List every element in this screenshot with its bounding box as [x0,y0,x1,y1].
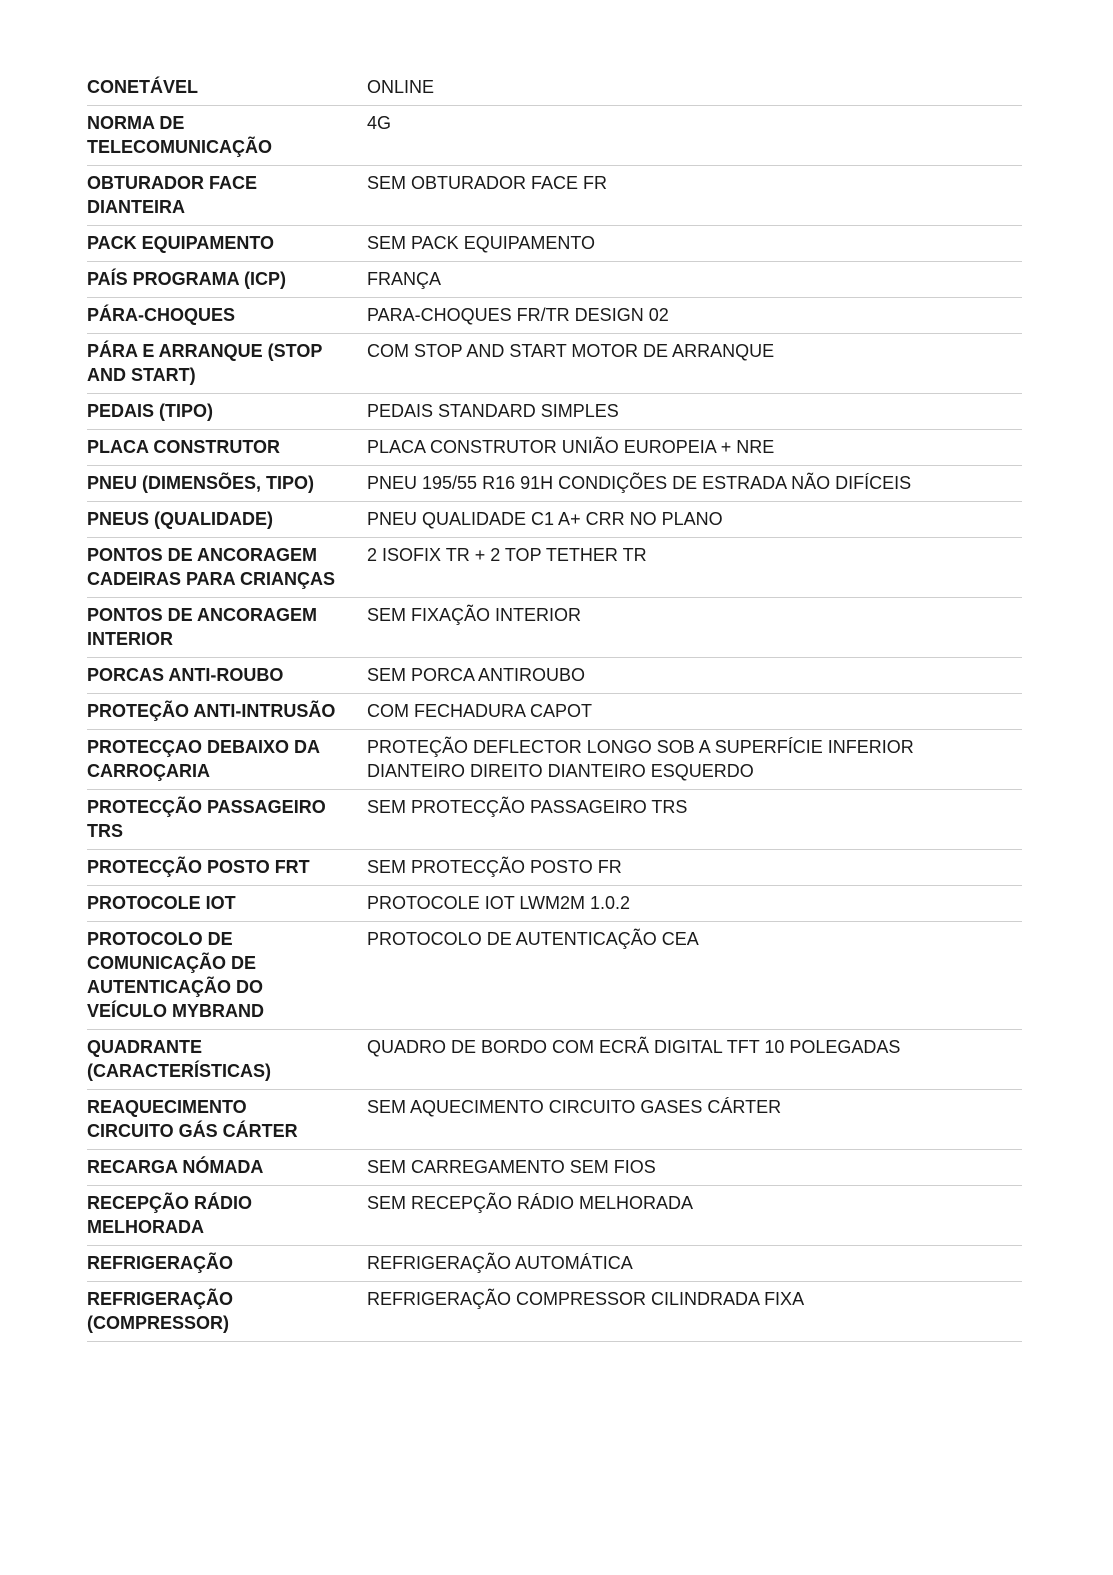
table-row [87,106,1022,166]
spec-value: 4G [367,113,392,133]
table-row [87,598,1022,658]
spec-value: PNEU QUALIDADE C1 A+ CRR NO PLANO [367,509,723,529]
table-row [87,466,1022,502]
spec-value: PLACA CONSTRUTOR UNIÃO EUROPEIA + NRE [367,437,775,457]
spec-value: COM FECHADURA CAPOT [367,701,593,721]
spec-value: REFRIGERAÇÃO AUTOMÁTICA [367,1253,633,1273]
table-row [87,1090,1022,1150]
spec-value: REFRIGERAÇÃO COMPRESSOR CILINDRADA FIXA [367,1289,805,1309]
spec-label: NORMA DE TELECOMUNICAÇÃO [87,113,272,157]
spec-value: QUADRO DE BORDO COM ECRÃ DIGITAL TFT 10 POLEGADAS [367,1037,901,1057]
spec-value: SEM PROTECÇÃO POSTO FR [367,857,622,877]
spec-value: PNEU 195/55 R16 91H CONDIÇÕES DE ESTRADA NÃO DIFÍCEIS [367,473,912,493]
spec-label: PROTECÇÃO PASSAGEIRO TRS [87,797,326,841]
table-row [87,538,1022,598]
table-row [87,790,1022,850]
spec-label: PÁRA E ARRANQUE (STOP AND START) [87,341,323,385]
table-row [87,430,1022,466]
spec-label: RECEPÇÃO RÁDIO MELHORADA [87,1193,253,1237]
spec-label: PROTEÇÃO ANTI-INTRUSÃO [87,701,336,721]
spec-label: OBTURADOR FACE DIANTEIRA [87,173,257,217]
spec-label: QUADRANTE (CARACTERÍSTICAS) [87,1037,271,1081]
spec-value: PARA-CHOQUES FR/TR DESIGN 02 [367,305,669,325]
spec-label: PORCAS ANTI-ROUBO [87,665,284,685]
spec-value: COM STOP AND START MOTOR DE ARRANQUE [367,341,775,361]
spec-label: PONTOS DE ANCORAGEM CADEIRAS PARA CRIANÇAS [87,545,336,589]
table-row [87,886,1022,922]
spec-value: SEM AQUECIMENTO CIRCUITO GASES CÁRTER [367,1097,782,1117]
table-row [87,694,1022,730]
spec-label: REAQUECIMENTO CIRCUITO GÁS CÁRTER [87,1097,298,1141]
spec-label: PROTOCOLE IOT [87,893,236,913]
spec-value: SEM PROTECÇÃO PASSAGEIRO TRS [367,797,688,817]
spec-value: ONLINE [367,77,435,97]
spec-label: PROTOCOLO DE COMUNICAÇÃO DE AUTENTICAÇÃO DO VEÍCULO MYBRAND [87,929,265,1021]
spec-label: REFRIGERAÇÃO [87,1253,234,1273]
table-row [87,922,1022,1030]
spec-label: PROTECÇÃO POSTO FRT [87,857,310,877]
spec-value: PROTEÇÃO DEFLECTOR LONGO SOB A SUPERFÍCIE INFERIOR DIANTEIRO DIREITO DIANTEIRO ESQUERDO [367,737,914,781]
table-row [87,166,1022,226]
table-row [87,334,1022,394]
table-row [87,1150,1022,1186]
spec-value: SEM RECEPÇÃO RÁDIO MELHORADA [367,1193,694,1213]
spec-label: REFRIGERAÇÃO (COMPRESSOR) [87,1289,234,1333]
spec-label: PNEU (DIMENSÕES, TIPO) [87,473,315,493]
table-row [87,262,1022,298]
spec-value: SEM PORCA ANTIROUBO [367,665,586,685]
table-row [87,1030,1022,1090]
spec-label: PAÍS PROGRAMA (ICP) [87,269,287,289]
table-row [87,394,1022,430]
spec-label: PNEUS (QUALIDADE) [87,509,274,529]
table-row [87,658,1022,694]
table-row [87,226,1022,262]
table-row [87,1246,1022,1282]
table-row [87,1186,1022,1246]
spec-value: SEM OBTURADOR FACE FR [367,173,608,193]
table-row [87,850,1022,886]
table-row [87,70,1022,106]
spec-value: SEM PACK EQUIPAMENTO [367,233,596,253]
spec-value: SEM FIXAÇÃO INTERIOR [367,605,582,625]
spec-label: PEDAIS (TIPO) [87,401,214,421]
spec-label: RECARGA NÓMADA [87,1157,264,1177]
spec-value: FRANÇA [367,269,442,289]
table-row [87,502,1022,538]
table-row [87,1282,1022,1342]
spec-value: 2 ISOFIX TR + 2 TOP TETHER TR [367,545,647,565]
spec-label: PLACA CONSTRUTOR [87,437,280,457]
spec-label: PONTOS DE ANCORAGEM INTERIOR [87,605,318,649]
spec-label: PROTECÇAO DEBAIXO DA CARROÇARIA [87,737,321,781]
spec-value: SEM CARREGAMENTO SEM FIOS [367,1157,656,1177]
spec-label: CONETÁVEL [87,77,199,97]
spec-table [87,70,1022,1342]
spec-value: PEDAIS STANDARD SIMPLES [367,401,619,421]
spec-value: PROTOCOLE IOT LWM2M 1.0.2 [367,893,631,913]
table-row [87,298,1022,334]
spec-label: PÁRA-CHOQUES [87,305,236,325]
spec-label: PACK EQUIPAMENTO [87,233,275,253]
table-row [87,730,1022,790]
spec-value: PROTOCOLO DE AUTENTICAÇÃO CEA [367,929,699,949]
